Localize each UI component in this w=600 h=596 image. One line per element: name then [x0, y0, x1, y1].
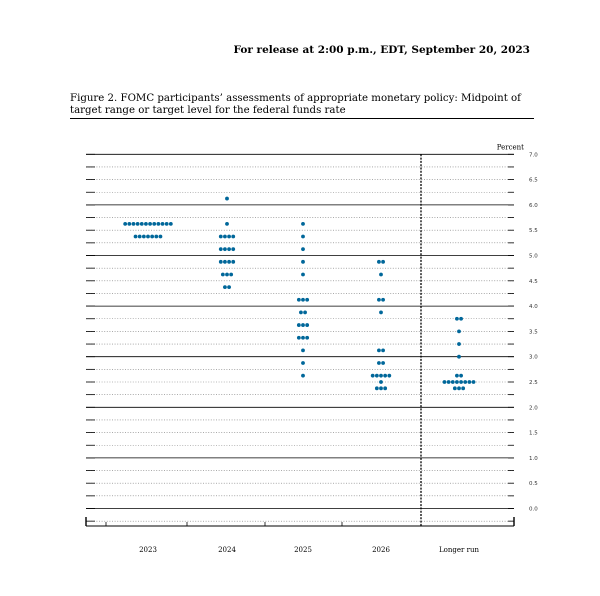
participant-dot [455, 380, 459, 384]
participant-dot [227, 235, 231, 239]
y-tick-label: 6.0 [529, 202, 538, 209]
participant-dot [305, 298, 309, 302]
participant-dot [381, 361, 385, 365]
participant-dot [227, 247, 231, 251]
y-tick-label: 6.5 [529, 177, 538, 184]
y-axis-tick-labels [529, 152, 538, 512]
y-tick-label: 1.0 [529, 455, 538, 462]
participant-dot [377, 361, 381, 365]
participant-dot [154, 235, 158, 239]
participant-dot [459, 317, 463, 321]
y-tick-label: 0.5 [529, 481, 538, 488]
y-tick-label: 3.5 [529, 329, 538, 336]
participant-dot [301, 260, 305, 264]
participant-dot [146, 235, 150, 239]
participant-dot [142, 235, 146, 239]
participant-dot [225, 222, 229, 226]
participant-dot [381, 348, 385, 352]
participant-dot [223, 247, 227, 251]
participant-dot [231, 260, 235, 264]
figure-caption: Figure 2. FOMC participants’ assessments of appropriate monetary policy: Midpoint of target range or target level for the federal funds rate [70, 93, 521, 116]
participant-dot [225, 273, 229, 277]
participant-dot [379, 386, 383, 390]
participant-dot [379, 311, 383, 315]
participant-dot [381, 260, 385, 264]
participant-dot [227, 260, 231, 264]
participant-dot [150, 235, 154, 239]
y-tick-label: 4.5 [529, 278, 538, 285]
participant-dot [379, 273, 383, 277]
y-tick-label: 5.5 [529, 228, 538, 235]
participant-dot [383, 374, 387, 378]
participant-dot [231, 235, 235, 239]
participant-dot [455, 317, 459, 321]
participant-dot [138, 235, 142, 239]
participant-dot [299, 311, 303, 315]
participant-dot [463, 380, 467, 384]
participant-dot [223, 260, 227, 264]
participant-dot [377, 348, 381, 352]
participant-dot [455, 374, 459, 378]
participant-dot [297, 336, 301, 340]
participant-dot [132, 222, 136, 226]
x-axis-category-labels [139, 546, 479, 554]
participant-dot [165, 222, 169, 226]
participant-dot [123, 222, 127, 226]
y-tick-label: 2.5 [529, 380, 538, 386]
participant-dot [305, 336, 309, 340]
participant-dot [219, 247, 223, 251]
participant-dot [375, 386, 379, 390]
participant-dot [140, 222, 144, 226]
participant-dot [301, 273, 305, 277]
participant-dot [453, 386, 457, 390]
participant-dot [371, 374, 375, 378]
participant-dot [219, 260, 223, 264]
participant-dot [457, 342, 461, 346]
participant-dot [301, 348, 305, 352]
x-category-label: 2026 [372, 546, 390, 554]
participant-dot [297, 323, 301, 327]
x-category-label: Longer run [439, 546, 479, 554]
participant-dot [451, 380, 455, 384]
participant-dot [387, 374, 391, 378]
participant-dot [301, 374, 305, 378]
x-category-label: 2025 [294, 546, 312, 554]
participant-dot [301, 336, 305, 340]
participant-dot [152, 222, 156, 226]
participant-dot [443, 380, 447, 384]
x-category-label: 2023 [139, 546, 157, 554]
participant-dot [377, 298, 381, 302]
participant-dot [229, 273, 233, 277]
x-axis [86, 517, 514, 526]
y-axis-label: Percent [496, 143, 524, 152]
participant-dot [375, 374, 379, 378]
participant-dot [379, 374, 383, 378]
participant-dot [231, 247, 235, 251]
participant-dot [156, 222, 160, 226]
participant-dot [447, 380, 451, 384]
participant-dot [221, 273, 225, 277]
participant-dot [301, 222, 305, 226]
participant-dot [169, 222, 173, 226]
participant-dot [461, 386, 465, 390]
participant-dot [472, 380, 476, 384]
participant-dot [457, 330, 461, 334]
participant-dot [223, 235, 227, 239]
participant-dot [144, 222, 148, 226]
participant-dot [225, 197, 229, 201]
participant-dot [459, 380, 463, 384]
release-notice: For release at 2:00 p.m., EDT, September 20, 2023 [233, 44, 530, 56]
participant-dot [305, 323, 309, 327]
participant-dot [383, 386, 387, 390]
participant-dot [457, 386, 461, 390]
y-tick-label: 1.5 [529, 430, 538, 437]
participant-dot [127, 222, 131, 226]
y-tick-label: 0.0 [529, 506, 538, 513]
participant-dot [381, 298, 385, 302]
y-tick-label: 7.0 [529, 152, 538, 159]
participant-dot [161, 222, 165, 226]
y-tick-label: 5.0 [529, 253, 538, 260]
participant-dot [219, 235, 223, 239]
participant-dot [297, 298, 301, 302]
participant-dot [223, 285, 227, 289]
participant-dot [134, 235, 138, 239]
y-tick-label: 3.0 [529, 354, 538, 361]
y-tick-label: 2.0 [529, 405, 538, 412]
participant-dot [148, 222, 152, 226]
participant-dot [467, 380, 471, 384]
participant-dot [227, 285, 231, 289]
participant-dot [301, 235, 305, 239]
x-category-label: 2024 [218, 546, 236, 554]
y-tick-label: 4.0 [529, 304, 538, 311]
participant-dot [377, 260, 381, 264]
participant-dot [301, 323, 305, 327]
participant-dot [301, 361, 305, 365]
participant-dot [457, 355, 461, 359]
participant-dot [301, 247, 305, 251]
participant-dot [459, 374, 463, 378]
participant-dot [159, 235, 163, 239]
participant-dot [301, 298, 305, 302]
participant-dot [136, 222, 140, 226]
participant-dot [379, 380, 383, 384]
participant-dot [303, 311, 307, 315]
